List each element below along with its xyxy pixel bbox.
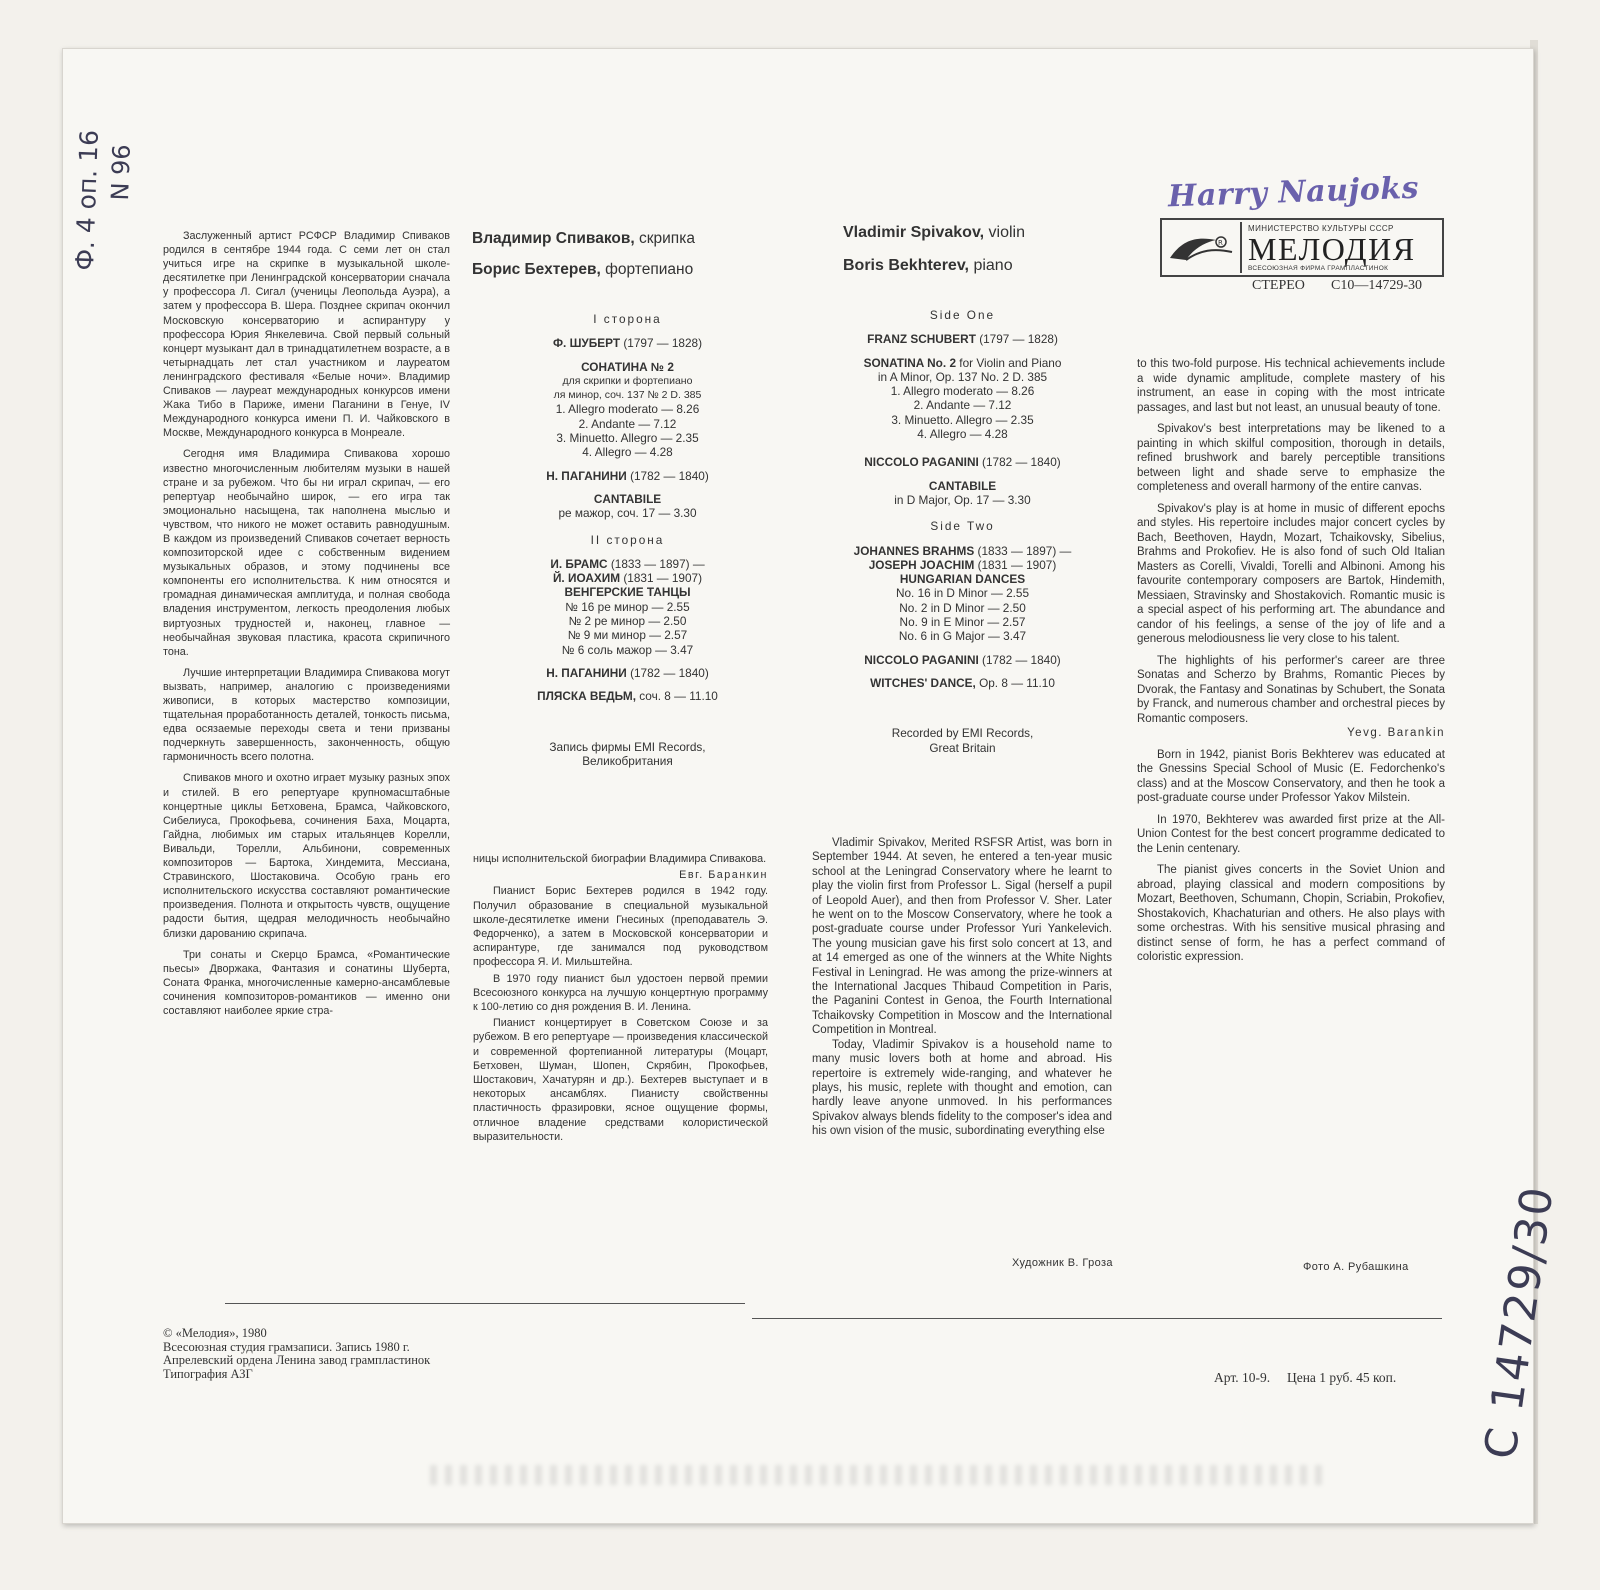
en-hungarian: HUNGARIAN DANCES <box>899 572 1026 587</box>
en-bio-column-2 <box>1137 357 1445 965</box>
ru-bio-continuation: ницы исполнительской биографии Владимира Спивакова. <box>473 853 767 865</box>
ru-performer-2 <box>472 254 772 285</box>
catalog-number: С10—14729-30 <box>1331 278 1422 293</box>
en-schubert: FRANZ SCHUBERT (1797 — 1828) <box>867 332 1058 347</box>
melodiya-emblem-icon <box>1162 222 1242 273</box>
ru-recorded-1: Запись фирмы EMI Records, <box>549 739 706 754</box>
en-paganini: NICCOLO PAGANINI (1782 — 1840) <box>864 455 1061 470</box>
ru-performers <box>472 223 772 285</box>
ru-dance-2: № 2 ре минор — 2.50 <box>568 614 687 629</box>
en-side-two: Side Two <box>930 519 995 534</box>
ru-movement-2: 2. Andante — 7.12 <box>578 416 677 431</box>
en-bio-signature: Yevg. Barankin <box>1347 727 1445 739</box>
en-performer-1-instrument: violin <box>988 224 1026 241</box>
en-bio-paragraph: Today, Vladimir Spivakov is a household name to many music lovers both at home and abroad. His repertoire is extremely wide-ranging, and whatever he plays, his music, replete with thought and emotion, can hardly leave anyone unmoved. In his performances Spivakov always blends fidelity to the composer's idea and his own vision of the music, subordinating everything else <box>812 1038 1112 1138</box>
handwritten-number-note <box>106 144 136 201</box>
en-dance-1: No. 16 in D Minor — 2.55 <box>895 586 1030 601</box>
en-bio-paragraph: Spivakov's play is at home in music of different epochs and styles. His repertoire includes major concert cycles by Bach, Beethoven, Haydn, Mozart, Tchaikovsky, Sibelius, Brahms and Prokofiev. He is also fond of such Old Italian Masters as Corelli, Vivaldi, Torelli and Albinoni. Among his favourite contemporary composers are Bartok, Hindemith, Messiaen, Stravinsky and Shostakovich. Romantic music is a special aspect of his performing art. The abundance and candor of his feelings, a sense of the joy of life and a generous melodiousness lie very close to his talent. <box>1137 502 1445 645</box>
wear-mark <box>430 1465 1330 1485</box>
en-bio-column-1 <box>812 836 1112 1139</box>
svg-text:R: R <box>1218 238 1223 247</box>
photo-credit: Фото А. Рубашкина <box>1303 1261 1409 1273</box>
ru-bio-paragraph: Лучшие интерпретации Владимира Спивакова могут вызвать, например, аналогию с произведениями живописи, в которых мастерство композиции, тщательная проработанность деталей, тонкость письма, едва осязаемые переходы света и тени призваны подчеркнуть завершенность, законченность, общую гармоничность всего полотна. <box>163 666 450 764</box>
ru-schubert: Ф. ШУБЕРТ (1797 — 1828) <box>552 336 703 351</box>
ru-performer-2-instrument: фортепиано <box>605 261 694 278</box>
en-brahms: JOHANNES BRAHMS (1833 — 1897) — <box>853 543 1072 558</box>
imprint <box>163 1327 430 1381</box>
en-performer-1-name: Vladimir Spivakov, <box>843 224 985 241</box>
artist-credit: Художник В. Гроза <box>1012 1257 1113 1269</box>
en-recorded-1: Recorded by EMI Records, <box>891 726 1034 741</box>
imprint-copyright: © «Мелодия», 1980 <box>163 1326 267 1340</box>
en-dance-3: No. 9 in E Minor — 2.57 <box>899 615 1026 630</box>
ru-bio-paragraph: В 1970 году пианист был удостоен первой премии Всесоюзного конкурса на лучшую концертную программу к 100-летию со дня рождения В. И. Ленина. <box>473 972 768 1014</box>
en-performers <box>843 216 1143 282</box>
en-paganini-2: NICCOLO PAGANINI (1782 — 1840) <box>864 652 1061 667</box>
en-recorded-2: Great Britain <box>929 740 996 755</box>
ru-performer-1-instrument: скрипка <box>639 230 695 247</box>
en-bio-paragraph: The highlights of his performer's career are three Sonatas and Scherzo by Brahms, Romantic Pieces by Dvorak, the Fantasy and Sonatinas by Schubert, the Sonata by Franck, and numerous chamber and orchestral pieces by Romantic composers. <box>1137 654 1445 725</box>
stereo-label: СТЕРЕО <box>1252 278 1305 293</box>
price-line <box>1214 1370 1396 1386</box>
ru-performer-1-name: Владимир Спиваков, <box>472 230 635 247</box>
article-code: Арт. 10-9. <box>1214 1370 1271 1385</box>
en-sonatina-sub: in A Minor, Op. 137 No. 2 D. 385 <box>877 369 1048 384</box>
handwritten-archive-note <box>70 129 104 271</box>
ru-paganini-2: Н. ПАГАНИНИ (1782 — 1840) <box>546 665 709 680</box>
en-cantabile: CANTABILE <box>928 478 997 493</box>
en-bio-continuation: to this two-fold purpose. His technical achievements include a wide dynamic amplitude, complete mastery of his instrument, an ease in coping with the most intricate passages, and last but not least, an unusual beauty of tone. <box>1137 358 1445 414</box>
ru-hungarian: ВЕНГЕРСКИЕ ТАНЦЫ <box>564 585 691 600</box>
ru-side-one: I сторона <box>593 312 662 326</box>
en-side-one: Side One <box>929 308 996 322</box>
ru-sonatina-sub2: ля минор, соч. 137 № 2 D. 385 <box>553 389 702 402</box>
en-joachim: JOSEPH JOACHIM (1831 — 1907) <box>868 557 1057 572</box>
ru-bio-paragraph: Спиваков много и охотно играет музыку разных эпох и стилей. В его репертуаре крупномасштабные концертные циклы Бетховена, Брамса, Чайковского, Сибелиуса, Прокофьева, сочинения Баха, Моцарта, Гайдна, любимых им старых итальянцев Корелли, Вивальди, Торелли, Альбинони, современных композиторов — Бартока, Хиндемита, Мессиана, Стравинского, Шостаковича. Особую грань его исполнительского искусства составляют романтические произведения. Полнота и открытость чувств, ощущение радости бытия, щедрая мелодичность необычайно близки дарованию скрипача. <box>163 772 450 940</box>
melodiya-logo <box>1160 218 1444 277</box>
en-witches: WITCHES' DANCE, Op. 8 — 11.10 <box>870 675 1055 690</box>
ru-dance-4: № 6 соль мажор — 3.47 <box>561 642 694 657</box>
en-performer-2-instrument: piano <box>973 257 1013 274</box>
ru-bio-paragraph: Пианист Борис Бехтерев родился в 1942 году. Получил образование в специальной музыкальной школе-десятилетке имени Гнесиных (преподаватель Э. Федорченко), а затем в Московской консерватории и аспирантуре, где занимался под руководством профессора Я. И. Мильштейна. <box>473 885 768 969</box>
en-movement-4: 4. Allegro — 4.28 <box>917 427 1008 442</box>
ru-sonatina-sub1: для скрипки и фортепиано <box>562 374 693 387</box>
imprint-plant: Апрелевский ордена Ленина завод грампластинок <box>163 1353 431 1367</box>
ru-recorded-2: Великобритания <box>582 753 673 768</box>
en-cantabile-sub: in D Major, Op. 17 — 3.30 <box>894 492 1031 507</box>
ru-bio-column-1 <box>163 229 450 1018</box>
bottom-rule-left <box>225 1303 745 1304</box>
en-performer-2 <box>843 249 1143 282</box>
en-performer-2-name: Boris Bekhterev, <box>843 257 969 274</box>
ru-programme <box>500 300 755 768</box>
price: Цена 1 руб. 45 коп. <box>1286 1370 1397 1385</box>
en-dance-4: No. 6 in G Major — 3.47 <box>898 629 1027 644</box>
ru-performer-1 <box>472 223 772 254</box>
ru-bio-paragraph: Сегодня имя Владимира Спивакова хорошо известно многочисленным любителям музыки в нашей стране и за рубежом. Что бы ни играл скрипач, — его репертуар необычайно широк, — его игра так эмоционально насыщена, так наполнена мыслью и чувством, что никого не может оставить равнодушным. В каждом из произведений Спиваков сочетает верность композиторской идее с собственным видением музыкальных образов, и этому подчинены все компоненты его исполнительства. К ним относятся и громадная динамическая амплитуда, и полная свобода владения инструментом, легкость преодоления любых виртуозных трудностей и, наконец, главное — необычайная звуковая пластика, красота скрипичного тона. <box>163 448 450 658</box>
en-bio-paragraph: In 1970, Bekhterev was awarded first prize at the All-Union Contest for the best concert programme dedicated to the Lenin centenary. <box>1137 813 1445 855</box>
logo-name: МЕЛОДИЯ <box>1248 230 1416 267</box>
handwritten-catalog: С 14729/30 <box>1475 1182 1564 1463</box>
en-programme <box>825 296 1100 755</box>
en-movement-3: 3. Minuetto. Allegro — 2.35 <box>891 412 1034 427</box>
ru-cantabile-sub: ре мажор, соч. 17 — 3.30 <box>558 506 697 521</box>
en-bio-paragraph: Born in 1942, pianist Boris Bekhterev was educated at the Gnessins Special School of Music (E. Fedorchenko's class) and at the Moscow Conservatory, and then he took a post-graduate course under Professor Yakov Milstein. <box>1137 748 1445 804</box>
ru-witches: ПЛЯСКА ВЕДЬМ, соч. 8 — 11.10 <box>537 689 718 704</box>
imprint-printer: Типография АЗГ <box>163 1366 253 1381</box>
ru-movement-3: 3. Minuetto. Allegro — 2.35 <box>556 431 699 446</box>
imprint-studio: Всесоюзная студия грамзаписи. Запись 1980 г. <box>163 1339 410 1354</box>
en-performer-1 <box>843 216 1143 249</box>
handwritten-number: N 96 <box>106 143 136 201</box>
ru-dance-3: № 9 ми минор — 2.57 <box>567 628 688 643</box>
logo-ministry: МИНИСТЕРСТВО КУЛЬТУРЫ СССР <box>1248 223 1394 233</box>
ru-bio-signature: Евг. Баранкин <box>679 869 768 882</box>
en-bio-paragraph: Spivakov's best interpretations may be likened to a painting in which skilful composition, thorough in details, refined brushwork and barely perceptible transitions between light and shade serve to emphasize the completeness and overall harmony of the entire canvas. <box>1137 423 1445 493</box>
ru-movement-4: 4. Allegro — 4.28 <box>582 445 673 460</box>
bottom-rule-right <box>752 1318 1442 1319</box>
ru-side-two: II сторона <box>590 532 665 547</box>
logo-text-block <box>1242 224 1442 272</box>
ru-paganini: Н. ПАГАНИНИ (1782 — 1840) <box>546 468 709 483</box>
ru-joachim: Й. ИОАХИМ (1831 — 1907) <box>552 571 703 586</box>
ru-bio-paragraph: Пианист концертирует в Советском Союзе и за рубежом. В его репертуаре — произведения классической и современной фортепианной литературы (Моцарт, Бетховен, Шуман, Шопен, Скрябин, Прокофьев, Шостакович, Хачатурян и др.). Бехтерев выступает и в некоторых ансамблях. Пианисту свойственны пластичность фразировки, ясное ощущение формы, отличное владение средствами колористической выразительности. <box>473 1017 768 1143</box>
en-movement-1: 1. Allegro moderato — 8.26 <box>890 384 1035 399</box>
ru-sonatina-title: СОНАТИНА № 2 <box>581 359 674 374</box>
owner-stamp: Harry Naujoks <box>1167 170 1420 215</box>
en-bio-paragraph: Vladimir Spivakov, Merited RSFSR Artist, was born in September 1944. At seven, he entered a ten-year music school at the Leningrad Conservatory where he learnt to play the violin first from Professor L. Sigal (herself a pupil of Leopold Auer), and then from Professor V. Sher. Later he went on to the Moscow Conservatory, where he took a post-graduate course under Professor Yuri Yankelevich. The young musician gave his first solo concert at 13, and at 14 emerged as one of the winners at the White Nights Festival in Leningrad. He was among the prize-winners at the International Jacques Thibaud Competition in Paris, the Paganini Contest in Genoa, the Fourth International Tchaikovsky Competition in Moscow and the International Competition in Montreal. <box>812 837 1112 1037</box>
en-movement-2: 2. Andante — 7.12 <box>913 398 1012 413</box>
ru-cantabile: CANTABILE <box>593 491 662 506</box>
en-dance-2: No. 2 in D Minor — 2.50 <box>899 600 1026 615</box>
ru-performer-2-name: Борис Бехтерев, <box>472 261 601 278</box>
ru-bio-column-2 <box>473 852 768 1144</box>
ru-bio-paragraph: Три сонаты и Скерцо Брамса, «Романтические пьесы» Дворжака, Фантазия и сонатины Шуберта, Соната Франка, многочисленные камерно-ансамблевые сочинения композиторов-романтиков — именно они составляют наиболее яркие стра- <box>163 948 450 1017</box>
ru-bio-paragraph: Заслуженный артист РСФСР Владимир Спиваков родился в сентябре 1944 года. С семи лет он стал учиться игре на скрипке в музыкальной школе-десятилетке при Ленинградской консерватории сначала у профессора Л. Сигал (ученицы Леопольда Ауэра), а затем у профессора В. Шера. Позднее скрипач окончил Московскую консерваторию и аспирантуру у профессора Юрия Янкелевича. Свой первый сольный концерт музыкант дал в тринадцатилетнем возрасте, а в четырнадцать лет стал участником и лауреатом ленинградского фестиваля «Белые ночи». Владимир Спиваков — лауреат международных конкурсов имени Жака Тибо в Париже, имени Паганини в Генуе, IV Международного конкурса имени П. И. Чайковского в Москве, Международного конкурса в Монреале. <box>163 230 450 440</box>
en-sonatina: SONATINA No. 2 for Violin and Piano <box>863 355 1062 370</box>
logo-company: ВСЕСОЮЗНАЯ ФИРМА ГРАМПЛАСТИНОК <box>1248 264 1389 272</box>
ru-dance-1: № 16 ре минор — 2.55 <box>565 599 690 614</box>
en-bio-paragraph: The pianist gives concerts in the Soviet Union and abroad, playing classical and modern compositions by Mozart, Beethoven, Schumann, Chopin, Scriabin, Prokofiev, Shostakovich, Khachaturian and others. He also plays with some orchestras. With his sensitive musical phrasing and distinct sense of form, he has a perfect command of coloristic expression. <box>1137 864 1445 963</box>
handwritten-fond: Ф. 4 оп. 16 <box>70 129 104 272</box>
ru-movement-1: 1. Allegro moderato — 8.26 <box>555 402 700 417</box>
ru-brahms: И. БРАМС (1833 — 1897) — <box>550 556 705 571</box>
